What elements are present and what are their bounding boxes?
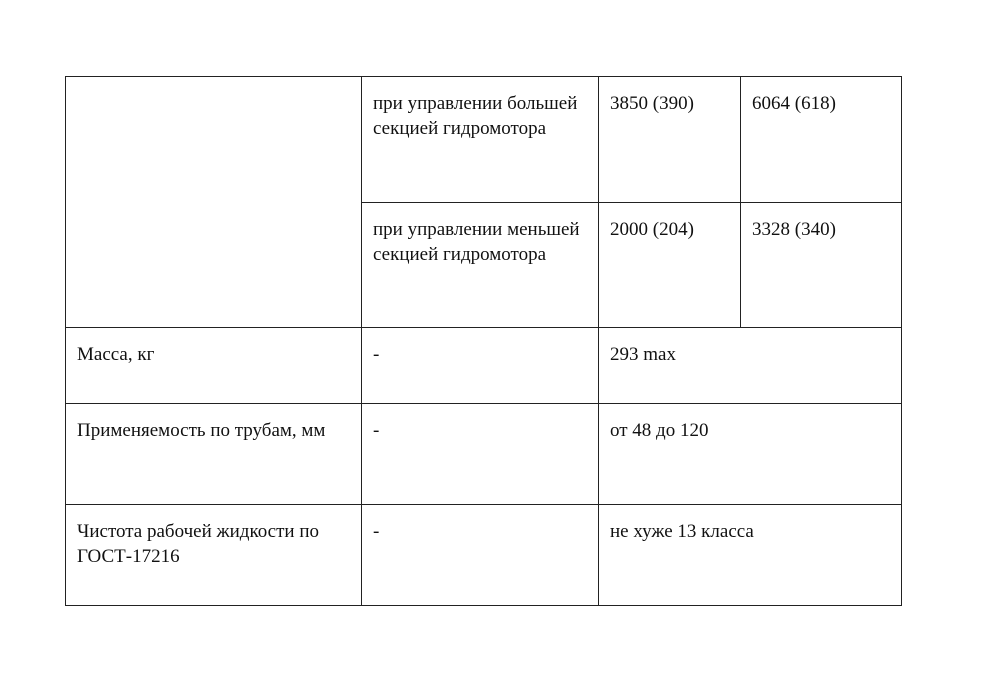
spec-table: [65, 76, 902, 606]
table-row: [66, 404, 902, 505]
table-row: [66, 328, 902, 404]
value-cell: 3328 (340): [741, 203, 902, 328]
value-cell: 3850 (390): [599, 77, 741, 203]
value-cell: 293 max: [599, 328, 902, 404]
condition-cell: при управлении большей секцией гидромотора: [362, 77, 599, 203]
param-cell: Применяемость по трубам, мм: [66, 404, 362, 505]
value-cell: 6064 (618): [741, 77, 902, 203]
value-cell: не хуже 13 класса: [599, 505, 902, 606]
param-cell: Чистота рабочей жидкости по ГОСТ-17216: [66, 505, 362, 606]
param-cell: Масса, кг: [66, 328, 362, 404]
dash-cell: -: [362, 404, 599, 505]
value-cell: от 48 до 120: [599, 404, 902, 505]
merged-empty-cell: [66, 77, 362, 328]
dash-cell: -: [362, 505, 599, 606]
table-row: [66, 77, 902, 203]
value-cell: 2000 (204): [599, 203, 741, 328]
dash-cell: -: [362, 328, 599, 404]
table-row: [66, 505, 902, 606]
condition-cell: при управлении меньшей секцией гидромотора: [362, 203, 599, 328]
